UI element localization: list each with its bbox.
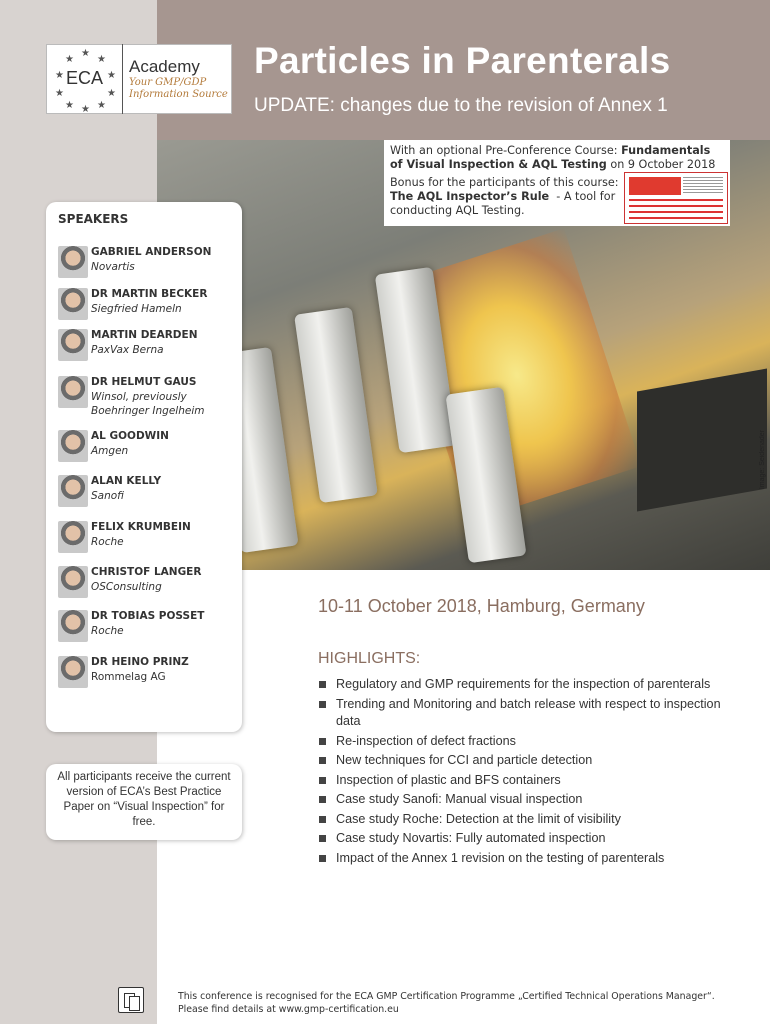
list-item: Trending and Monitoring and batch release with respect to inspection data (318, 696, 748, 731)
precourse-bonus-bold: The AQL Inspector’s Rule (390, 190, 550, 203)
speaker-item (58, 430, 238, 470)
speaker-photo (58, 376, 88, 408)
speaker-item (58, 376, 238, 416)
speaker-item (58, 475, 238, 515)
speaker-photo (58, 656, 88, 688)
precourse-line2: on 9 October 2018 (610, 158, 716, 171)
speaker-org: Amgen (91, 445, 129, 457)
speaker-org: Novartis (91, 261, 135, 273)
highlights-heading: HIGHLIGHTS: (318, 650, 421, 667)
aql-inspectors-rule-thumbnail (624, 172, 728, 224)
speakers-panel (46, 202, 242, 732)
speaker-item (58, 288, 238, 328)
precourse-line1: With an optional Pre-Conference Course: (390, 144, 618, 157)
list-item: Impact of the Annex 1 revision on the testing of parenterals (318, 850, 748, 868)
speaker-name: DR HEINO PRINZ (91, 656, 189, 668)
speaker-org: Roche (91, 536, 124, 548)
speaker-photo (58, 246, 88, 278)
speaker-name: ALAN KELLY (91, 475, 162, 487)
precourse-bonus-line: Bonus for the participants of this course: (390, 176, 619, 189)
speaker-photo (58, 610, 88, 642)
speaker-org: Winsol, previously Boehringer Ingelheim (91, 391, 205, 417)
speaker-item (58, 610, 238, 650)
page-title: Particles in Parenterals (254, 40, 671, 81)
eca-academy-logo (46, 44, 232, 114)
precourse-bonus-suffix: - A tool for (556, 190, 616, 203)
speaker-org: Siegfried Hameln (91, 303, 182, 315)
eca-seal (47, 44, 123, 114)
precourse-line2-bold: of Visual Inspection & AQL Testing (390, 158, 607, 171)
speaker-name: CHRISTOF LANGER (91, 566, 202, 578)
speaker-name: AL GOODWIN (91, 430, 169, 442)
footer-note (178, 990, 715, 1016)
speaker-org: Roche (91, 625, 124, 637)
best-practice-paper-notice: All participants receive the current version of ECA’s Best Practice Paper on “Visual Inspection” for free. (46, 764, 242, 840)
speaker-org: Rommelag AG (91, 671, 166, 683)
speaker-org: Sanofi (91, 490, 124, 502)
photo-vial-holder (294, 307, 378, 503)
precourse-line1-bold: Fundamentals (621, 144, 711, 157)
speaker-photo (58, 521, 88, 553)
bullet-square-icon (319, 777, 326, 784)
speaker-name: GABRIEL ANDERSON (91, 246, 212, 258)
logo-tagline-2: Information Source (129, 89, 228, 100)
speaker-item (58, 566, 238, 606)
speaker-item (58, 329, 238, 369)
list-item: Case study Roche: Detection at the limit of visibility (318, 811, 748, 829)
page-subtitle: UPDATE: changes due to the revision of Annex 1 (254, 95, 668, 116)
star-ring-icon: ★ ★ ★ ★ ★ ★ ★ ★ ★ ★ (55, 48, 116, 115)
bullet-square-icon (319, 757, 326, 764)
bullet-square-icon (319, 796, 326, 803)
speaker-photo (58, 288, 88, 320)
speaker-name: DR MARTIN BECKER (91, 288, 208, 300)
list-item: Case study Novartis: Fully automated inspection (318, 830, 748, 848)
bullet-square-icon (319, 681, 326, 688)
speaker-org: PaxVax Berna (91, 344, 164, 356)
photo-camera-housing (637, 369, 767, 512)
bullet-square-icon (319, 738, 326, 745)
logo-eca-text: ECA (65, 68, 103, 88)
logo-academy-text: Academy (129, 57, 200, 76)
bullet-square-icon (319, 855, 326, 862)
speaker-org: OSConsulting (91, 581, 162, 593)
list-item: Inspection of plastic and BFS containers (318, 772, 748, 790)
speaker-photo (58, 430, 88, 462)
precourse-bonus-line3: conducting AQL Testing. (390, 204, 525, 217)
speaker-photo (58, 329, 88, 361)
footer-line-1: This conference is recognised for the ECA GMP Certification Programme „Certified Technical Operations Manager“. (178, 991, 715, 1002)
certification-document-icon (118, 987, 144, 1013)
logo-tagline-1: Your GMP/GDP (129, 77, 207, 88)
list-item: New techniques for CCI and particle detection (318, 752, 748, 770)
speakers-heading: SPEAKERS (58, 212, 129, 226)
speaker-name: DR HELMUT GAUS (91, 376, 197, 388)
speaker-name: MARTIN DEARDEN (91, 329, 198, 341)
event-date-location: 10-11 October 2018, Hamburg, Germany (318, 596, 645, 616)
footer-line-2: Please find details at www.gmp-certification.eu (178, 1004, 399, 1015)
photo-credit: Image: Seidenader (759, 430, 766, 490)
speaker-photo (58, 475, 88, 507)
highlights-list (318, 676, 748, 869)
speaker-name: DR TOBIAS POSSET (91, 610, 205, 622)
speaker-item (58, 656, 238, 696)
bullet-square-icon (319, 701, 326, 708)
speaker-item (58, 521, 238, 561)
bullet-square-icon (319, 835, 326, 842)
speaker-name: FELIX KRUMBEIN (91, 521, 191, 533)
speaker-item (58, 246, 238, 286)
list-item: Regulatory and GMP requirements for the inspection of parenterals (318, 676, 748, 694)
speaker-photo (58, 566, 88, 598)
list-item: Re-inspection of defect fractions (318, 733, 748, 751)
list-item: Case study Sanofi: Manual visual inspection (318, 791, 748, 809)
bullet-square-icon (319, 816, 326, 823)
